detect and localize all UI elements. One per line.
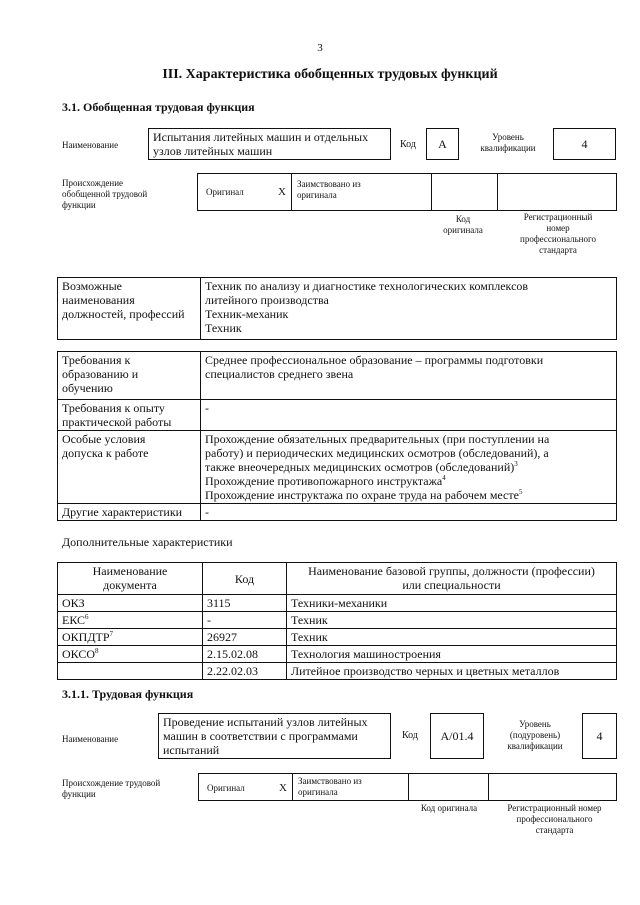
other-value: - (201, 504, 617, 521)
tf-borrowed-label: Заимствовано из оригинала (298, 776, 362, 797)
requirements-table (57, 351, 617, 521)
page-number: 3 (317, 42, 323, 54)
tf-name-value: Проведение испытаний узлов литейных машин в соответствии с программами испытаний (158, 713, 391, 759)
tf-heading: 3.1.1. Трудовая функция (62, 687, 194, 701)
divider (488, 774, 489, 800)
gtf-reg-number-caption: Регистрационный номер профессионального стандарта (520, 212, 596, 255)
tf-level-label: Уровень (подуровень) квалификации (507, 719, 563, 751)
tf-reg-number-caption: Регистрационный номер профессионального стандарта (507, 803, 602, 835)
divider (431, 174, 432, 210)
tf-code-value: А/01.4 (430, 713, 484, 759)
admission-line: Прохождение обязательных предварительных (при поступлении на (205, 432, 550, 446)
additional-heading: Дополнительные характеристики (62, 535, 233, 549)
positions-table (57, 277, 617, 340)
experience-value: - (201, 400, 617, 431)
tf-origin-code-caption: Код оригинала (420, 803, 478, 813)
gtf-origin-box (197, 173, 617, 211)
admission-label: Особые условия допуска к работе (58, 431, 201, 504)
table-row: ОКСО$^8$ 2.15.02.08 Технология машиностроения (58, 646, 617, 663)
tf-original-label: Оригинал (207, 783, 245, 793)
gtf-name-label: Наименование (62, 140, 119, 150)
tf-origin-box (198, 773, 617, 801)
gtf-origin-code-caption: Код оригинала (443, 214, 483, 235)
gtf-heading: 3.1. Обобщенная трудовая функция (62, 100, 255, 114)
tf-origin-label: Происхождение трудовой функции (62, 778, 161, 799)
education-value: Среднее профессиональное образование – программы подготовки специалистов среднего звена (201, 352, 617, 400)
divider (408, 774, 409, 800)
table-row: ОКПДТР$^7$ 26927 Техник (58, 629, 617, 646)
gtf-level-label: Уровень квалификации (480, 132, 536, 153)
tf-code-label: Код (402, 730, 418, 741)
gtf-name-value: Испытания литейных машин и отдельных узлов литейных машин (148, 128, 391, 160)
section-title: III. Характеристика обобщенных трудовых функций (162, 67, 498, 82)
gtf-level-value: 4 (553, 128, 616, 160)
gtf-code-label: Код (400, 139, 416, 150)
divider (497, 174, 498, 210)
gtf-original-label: Оригинал (206, 187, 244, 197)
other-label: Другие характеристики (58, 504, 201, 521)
header-group-name: Наименование базовой группы, должности (профессии) или специальности (287, 563, 617, 595)
admission-line: Прохождение инструктажа по охране труда на рабочем месте$^5$ (205, 488, 523, 502)
table-row: ЕКС$^6$ - Техник (58, 612, 617, 629)
additional-table (57, 562, 617, 680)
positions-label: Возможные наименования должностей, профессий (58, 278, 201, 340)
positions-value: Техник по анализу и диагностике технологических комплексов литейного производства Техник-механик Техник (201, 278, 617, 340)
experience-label: Требования к опыту практической работы (58, 400, 201, 431)
divider (291, 174, 292, 210)
table-row: ОКЗ 3115 Техники-механики (58, 595, 617, 612)
admission-value (201, 431, 617, 504)
admission-line: работу) и периодических медицинских осмотров (обследований), а (205, 446, 549, 460)
table-row: 2.22.02.03 Литейное производство черных и цветных металлов (58, 663, 617, 680)
tf-level-value: 4 (582, 713, 617, 759)
tf-original-mark: Х (279, 782, 287, 794)
gtf-code-value: А (426, 128, 459, 160)
gtf-borrowed-label: Заимствовано из оригинала (297, 179, 361, 200)
gtf-origin-label: Происхождение обобщенной трудовой функции (62, 178, 148, 210)
divider (292, 774, 293, 800)
gtf-original-mark: Х (278, 186, 286, 198)
tf-name-label: Наименование (62, 734, 119, 744)
admission-line: также внеочередных медицинских осмотров (обследований)$^3$ (205, 460, 518, 474)
header-code: Код (203, 563, 287, 595)
admission-line: Прохождение противопожарного инструктажа$^4$ (205, 474, 446, 488)
header-document: Наименование документа (58, 563, 203, 595)
education-label: Требования к образованию и обучению (58, 352, 201, 400)
